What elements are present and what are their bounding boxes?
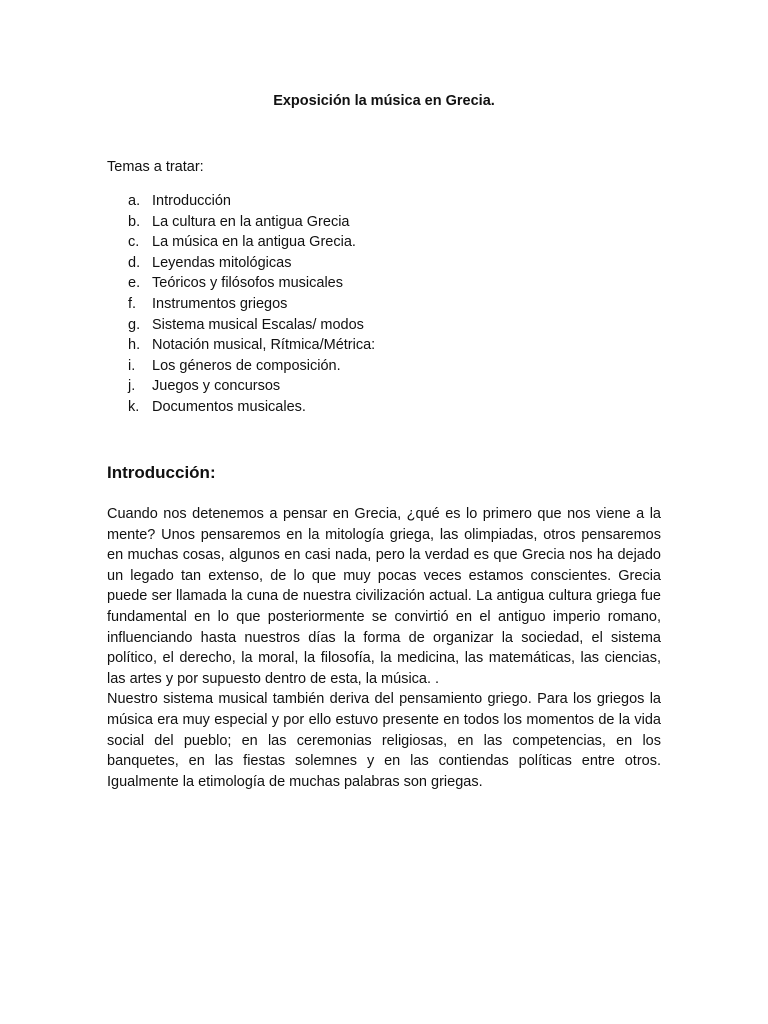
list-marker: i. bbox=[128, 357, 136, 374]
list-item-text: Notación musical, Rítmica/Métrica: bbox=[152, 337, 376, 354]
list-item-text: Juegos y concursos bbox=[152, 378, 281, 395]
list-marker: e. bbox=[128, 275, 141, 292]
list-marker: c. bbox=[128, 234, 140, 251]
list-marker: j. bbox=[128, 378, 136, 395]
section-heading: Introducción: bbox=[107, 463, 216, 482]
list-item-text: Leyendas mitológicas bbox=[152, 254, 292, 271]
list-item-text: La cultura en la antigua Grecia bbox=[152, 213, 350, 230]
list-marker: d. bbox=[128, 254, 141, 271]
list-marker: g. bbox=[128, 316, 141, 333]
list-item-text: Documentos musicales. bbox=[152, 398, 306, 415]
list-marker: k. bbox=[128, 398, 140, 415]
list-item-text: Sistema musical Escalas/ modos bbox=[152, 316, 364, 333]
list-marker: b. bbox=[128, 213, 141, 230]
list-item-text: Introducción bbox=[152, 193, 231, 209]
document-title: Exposición la música en Grecia. bbox=[273, 93, 495, 109]
list-marker: f. bbox=[128, 295, 137, 312]
list-item-text: Instrumentos griegos bbox=[152, 295, 288, 312]
list-marker: a. bbox=[128, 193, 141, 209]
list-item-text: Teóricos y filósofos musicales bbox=[152, 275, 343, 292]
topics-label: Temas a tratar: bbox=[107, 159, 204, 175]
list-item-text: La música en la antigua Grecia. bbox=[152, 234, 356, 251]
list-item-text: Los géneros de composición. bbox=[152, 357, 341, 374]
list-marker: h. bbox=[128, 337, 141, 354]
intro-paragraph: Cuando nos detenemos a pensar en Grecia, ¿qué es lo primero que nos viene a la mente? Unos pensaremos en la mitología griega, las olimpiadas, otros pensaremos en muchas cosas, algunos en casi nada, pero la verdad es que Grecia nos ha dejado un legado tan extenso, de lo que muy pocas veces estamos conscientes. Grecia puede ser llamada la cuna de nuestra civilización actual. La antigua cultura griega fue fundamental en lo que posteriormente se convirtió en el antiguo imperio romano, influenciando hasta nuestros días la forma de organizar la sociedad, el sistema político, el derecho, la moral, la filosofía, la medicina, las matemáticas, las ciencias, las artes y por supuesto dentro de esta, la música. . Nuestro sistema musical también deriva del pensamiento griego. Para los griegos la música era muy especial y por ello estuvo presente en todos los momentos de la vida social del pueblo; en las ceremonias religiosas, en las competencias, en los banquetes, en las fiestas solemnes y en las contiendas políticas entre otros. Igualmente la etimología de muchas palabras son griegas. bbox=[107, 506, 661, 790]
